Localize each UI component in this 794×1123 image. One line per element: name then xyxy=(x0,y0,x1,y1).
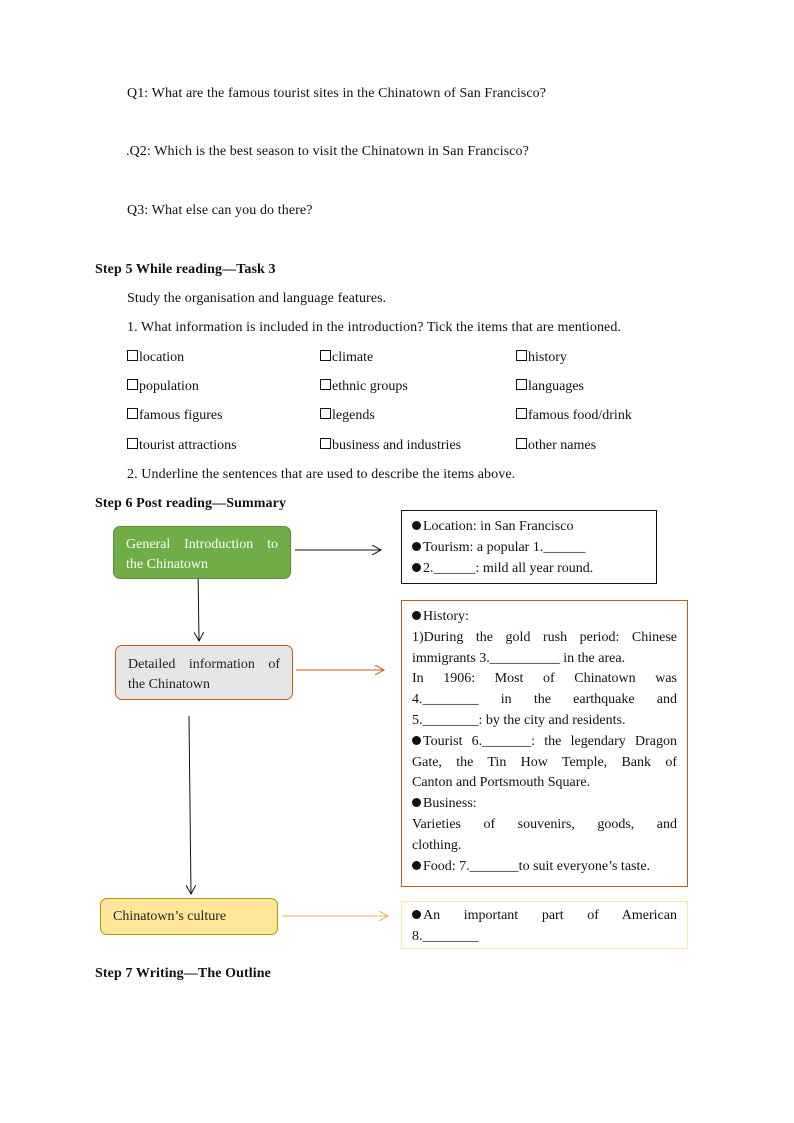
business-line-1: Varieties of souvenirs, goods, and xyxy=(412,816,677,832)
food-line: Food: 7._______to suit everyone’s taste. xyxy=(412,857,677,878)
intro-tourism-line: Tourism: a popular 1.______ xyxy=(412,538,646,559)
intro-climate-line: 2.______: mild all year round. xyxy=(412,559,646,580)
history-line-2: immigrants 3.__________ in the area. xyxy=(412,650,626,666)
step7-heading: Step 7 Writing—The Outline xyxy=(95,966,271,981)
step5-question-1: 1. What information is included in the introduction? Tick the items that are mentioned. xyxy=(127,320,622,335)
question-3: Q3: What else can you do there? xyxy=(127,203,313,218)
step5-intro: Study the organisation and language features. xyxy=(127,291,387,306)
tourist-line-2: Gate, the Tin How Temple, Bank of xyxy=(412,754,677,770)
detailed-info-line-2: the Chinatown xyxy=(128,677,211,692)
bullet-icon xyxy=(412,736,421,745)
step6-heading: Step 6 Post reading—Summary xyxy=(95,496,287,511)
bullet-icon xyxy=(412,542,421,551)
bullet-icon xyxy=(412,611,421,620)
bullet-icon xyxy=(412,798,421,807)
arrow-detailed-to-culture xyxy=(189,716,191,894)
step5-heading: Step 5 While reading—Task 3 xyxy=(95,262,276,277)
checkbox-label: famous figures xyxy=(139,408,223,423)
step5-question-2: 2. Underline the sentences that are used to describe the items above. xyxy=(127,467,516,482)
general-intro-line-1: General Introduction to xyxy=(126,537,278,552)
culture-label: Chinatown’s culture xyxy=(113,909,227,924)
intro-summary-panel xyxy=(401,510,657,584)
details-summary-panel xyxy=(401,600,688,887)
general-intro-line-2: the Chinatown xyxy=(126,557,209,572)
checkbox-label: tourist attractions xyxy=(139,438,237,453)
checkbox-label: population xyxy=(139,379,199,394)
detailed-info-node xyxy=(115,645,293,700)
business-label: Business: xyxy=(412,794,677,815)
detailed-info-line-1: Detailed information of xyxy=(128,657,280,672)
history-line-3: In 1906: Most of Chinatown was xyxy=(412,671,677,687)
checkbox-label: languages xyxy=(528,379,584,394)
checkbox-label: history xyxy=(528,350,567,365)
culture-node xyxy=(100,898,278,935)
question-2: .Q2: Which is the best season to visit the Chinatown in San Francisco? xyxy=(126,144,529,159)
checkbox-label: other names xyxy=(528,438,597,453)
checkbox-label: business and industries xyxy=(332,438,462,453)
checkbox-label: ethnic groups xyxy=(332,379,408,394)
history-line-4: 4.________ in the earthquake and xyxy=(412,692,677,708)
bullet-icon xyxy=(412,563,421,572)
history-line-5: 5.________: by the city and residents. xyxy=(412,712,626,728)
history-line-1: 1)During the gold rush period: Chinese xyxy=(412,629,677,645)
bullet-icon xyxy=(412,910,421,919)
bullet-icon xyxy=(412,861,421,870)
checkbox-label: climate xyxy=(332,350,374,365)
checkbox-label: legends xyxy=(332,408,375,423)
general-intro-node xyxy=(113,526,291,579)
question-1: Q1: What are the famous tourist sites in the Chinatown of San Francisco? xyxy=(127,86,547,101)
culture-line-1: An important part of American xyxy=(412,906,677,927)
business-line-2: clothing. xyxy=(412,837,462,853)
history-label: History: xyxy=(412,607,677,628)
tourist-line-3: Canton and Portsmouth Square. xyxy=(412,775,591,791)
checkbox-label: location xyxy=(139,350,185,365)
checkbox-label: famous food/drink xyxy=(528,408,632,423)
tourist-line: Tourist 6._______: the legendary Dragon xyxy=(412,732,677,753)
bullet-icon xyxy=(412,521,421,530)
culture-line-2: 8.________ xyxy=(412,928,479,944)
culture-summary-panel xyxy=(401,901,688,949)
intro-location-line: Location: in San Francisco xyxy=(412,517,646,538)
